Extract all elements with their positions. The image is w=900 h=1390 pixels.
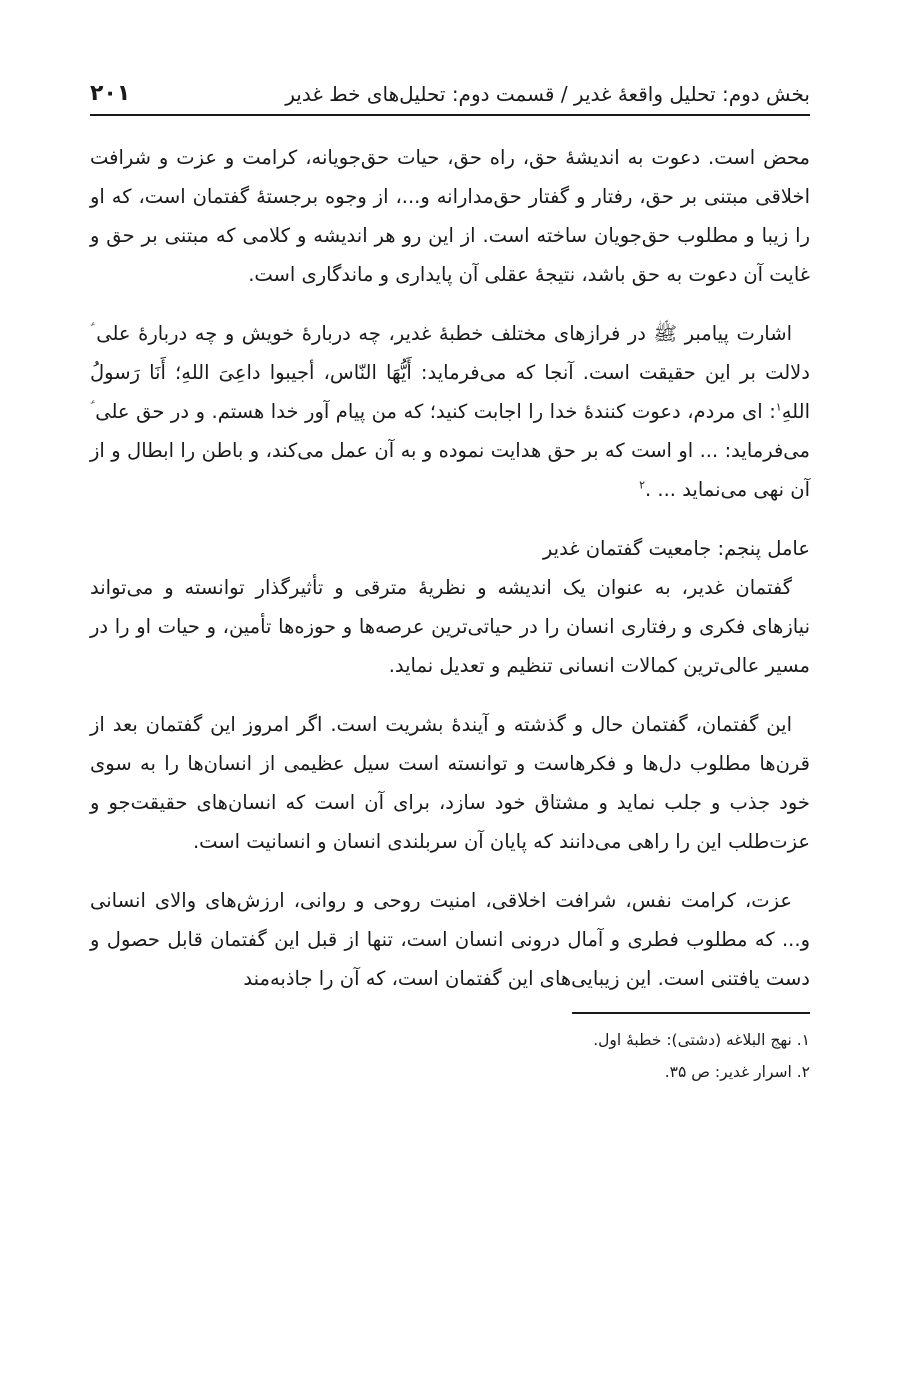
paragraph: عزت، کرامت نفس، شرافت اخلاقی، امنیت روحی و روانی، ارزش‌های والای انسانی و... که مطلوب فطری و آمال درونی انسان است، تنها از قبل این گفتمان قابل حصول و دست یافتنی است. این زیبایی‌های این گفتمان است، که آن را جاذبه‌مند	[90, 889, 810, 990]
paragraph: محض است. دعوت به اندیشهٔ حق، راه حق، حیات حق‌جویانه، کرامت و عزت و شرافت اخلاقی مبتنی بر حق، رفتار و گفتار حق‌مدارانه و...، از وجوه برجستهٔ گفتمان است، که او را زیبا و مطلوب حق‌جویان ساخته است. از این رو هر اندیشه و کلامی که مبتنی بر حق و غایت آن دعوت به حق باشد، نتیجهٔ عقلی آن پایداری و ماندگاری است.	[90, 146, 810, 286]
running-header	[90, 60, 810, 116]
footnote: ۱. نهج البلاغه (دشتی): خطبهٔ اول.	[593, 1031, 810, 1049]
footnote-divider	[572, 1012, 810, 1014]
paragraph-text: : ای مردم، دعوت کنندهٔ خدا را اجابت کنید؛ که من پیام آور خدا هستم. و در حق علی ؑ می‌فرماید: ... او است که بر حق هدایت نموده و به آن عمل می‌کند، و باطن را ابطال و از آن نهی می‌نماید ... .	[90, 400, 810, 501]
paragraph-with-references	[90, 314, 810, 509]
footnote: ۲. اسرار غدیر: ص ۳۵.	[664, 1063, 810, 1081]
section-heading: عامل پنجم: جامعیت گفتمان غدیر	[542, 537, 810, 560]
page-number: ۲۰۱	[90, 81, 131, 106]
page-body	[90, 138, 810, 998]
footnotes	[90, 1024, 810, 1088]
running-header-title: بخش دوم: تحلیل واقعهٔ غدیر / قسمت دوم: تحلیل‌های خط غدیر	[285, 82, 810, 106]
paragraph-text: اشارت پیامبر ﷺ در فرازهای مختلف خطبهٔ غدیر، چه دربارهٔ خویش و چه دربارهٔ علی ؑ دلالت بر این حقیقت است. آنجا که می‌فرماید: أَیُّهَا النّاس، أجیبوا داعِیَ اللهِ؛ أَنَا رَسولُ اللهِ	[90, 322, 810, 423]
book-page	[90, 60, 810, 1088]
paragraph: این گفتمان، گفتمان حال و گذشته و آیندهٔ بشریت است. اگر امروز این گفتمان بعد از قرن‌ها مطلوب دل‌ها و فکرهاست و توانسته است سیل عظیمی از انسان‌ها را به سوی خود جذب و جلب نماید و مشتاق خود سازد، برای آن است که انسان‌های حقیقت‌جو و عزت‌طلب این را راهی می‌دانند که پایان آن سربلندی انسان و انسانیت است.	[90, 713, 810, 853]
footnote-reference[interactable]: ۲	[639, 478, 645, 492]
paragraph: گفتمان غدیر، به عنوان یک اندیشه و نظریهٔ مترقی و تأثیرگذار توانسته و می‌تواند نیازهای فکری و رفتاری انسان را در حیاتی‌ترین عرصه‌ها و حوزه‌ها تأمین، و حیات او را در مسیر عالی‌ترین کمالات انسانی تنظیم و تعدیل نماید.	[90, 576, 810, 677]
footnote-reference[interactable]: ۱	[775, 400, 782, 414]
